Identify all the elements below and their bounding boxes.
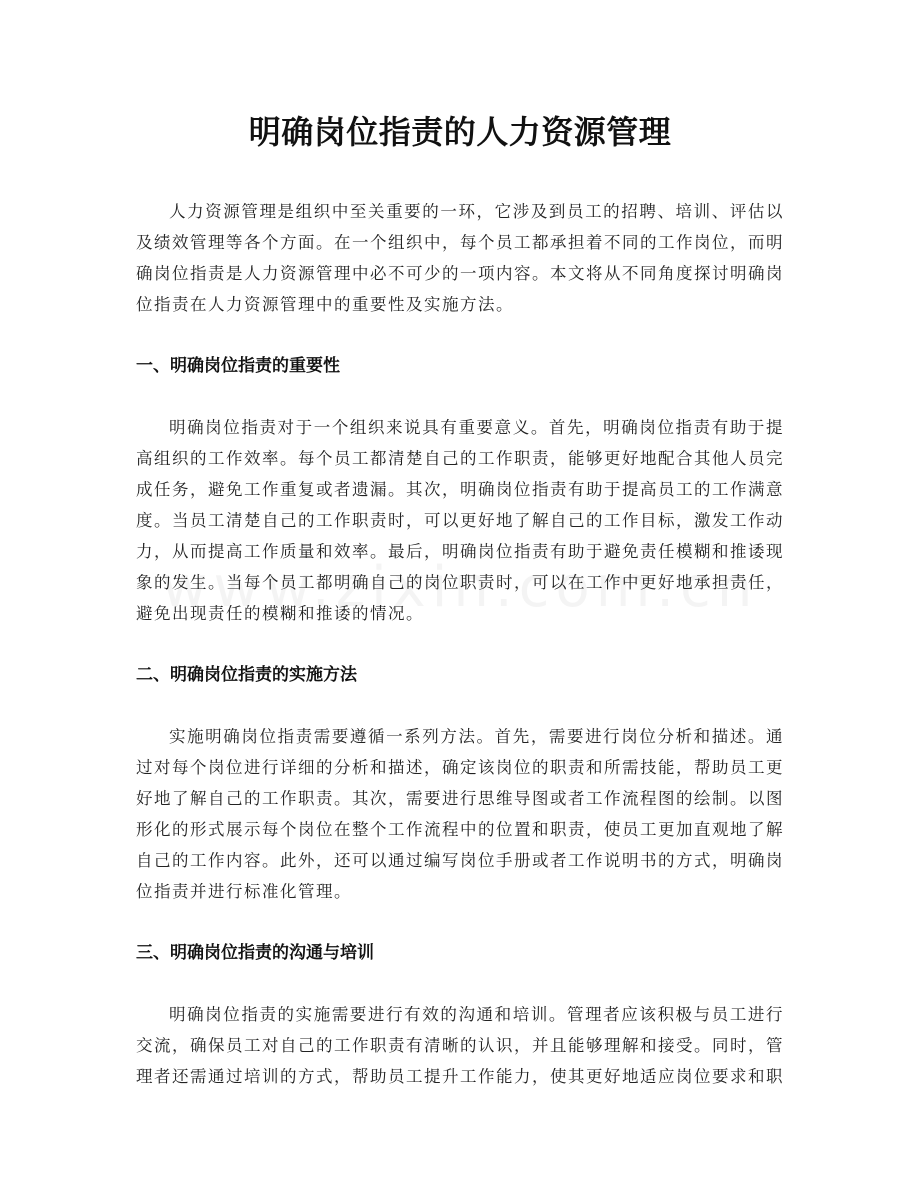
document-title: 明确岗位指责的人力资源管理 <box>248 113 672 151</box>
section-body-importance: 明确岗位指责对于一个组织来说具有重要意义。首先，明确岗位指责有助于提高组织的工作效率。每个员工都清楚自己的工作职责，能够更好地配合其他人员完成任务，避免工作重复或者遗漏。其次，明确岗位指责有助于提高员工的工作满意度。当员工清楚自己的工作职责时，可以更好地了解自己的工作目标，激发工作动力，从而提高工作质量和效率。最后，明确岗位指责有助于避免责任模糊和推诿现象的发生。当每个员工都明确自己的岗位职责时，可以在工作中更好地承担责任，避免出现责任的模糊和推诿的情况。 <box>136 418 784 623</box>
intro-paragraph: 人力资源管理是组织中至关重要的一环，它涉及到员工的招聘、培训、评估以及绩效管理等各个方面。在一个组织中，每个员工都承担着不同的工作岗位，而明确岗位指责是人力资源管理中必不可少的一项内容。本文将从不同角度探讨明确岗位指责在人力资源管理中的重要性及实施方法。 <box>136 202 784 314</box>
section-heading-communication: 三、明确岗位指责的沟通与培训 <box>136 943 374 963</box>
section-body-methods: 实施明确岗位指责需要遵循一系列方法。首先，需要进行岗位分析和描述。通过对每个岗位进行详细的分析和描述，确定该岗位的职责和所需技能，帮助员工更好地了解自己的工作职责。其次，需要进行思维导图或者工作流程图的绘制。以图形化的形式展示每个岗位在整个工作流程中的位置和职责，使员工更加直观地了解自己的工作内容。此外，还可以通过编写岗位手册或者工作说明书的方式，明确岗位指责并进行标准化管理。 <box>136 727 784 901</box>
section-heading-importance: 一、明确岗位指责的重要性 <box>136 356 340 376</box>
section-body-communication: 明确岗位指责的实施需要进行有效的沟通和培训。管理者应该积极与员工进行交流，确保员工对自己的工作职责有清晰的认识，并且能够理解和接受。同时，管理者还需通过培训的方式，帮助员工提升工作能力，使其更好地适应岗位要求和职 <box>136 1005 784 1086</box>
section-heading-methods: 二、明确岗位指责的实施方法 <box>136 665 357 685</box>
